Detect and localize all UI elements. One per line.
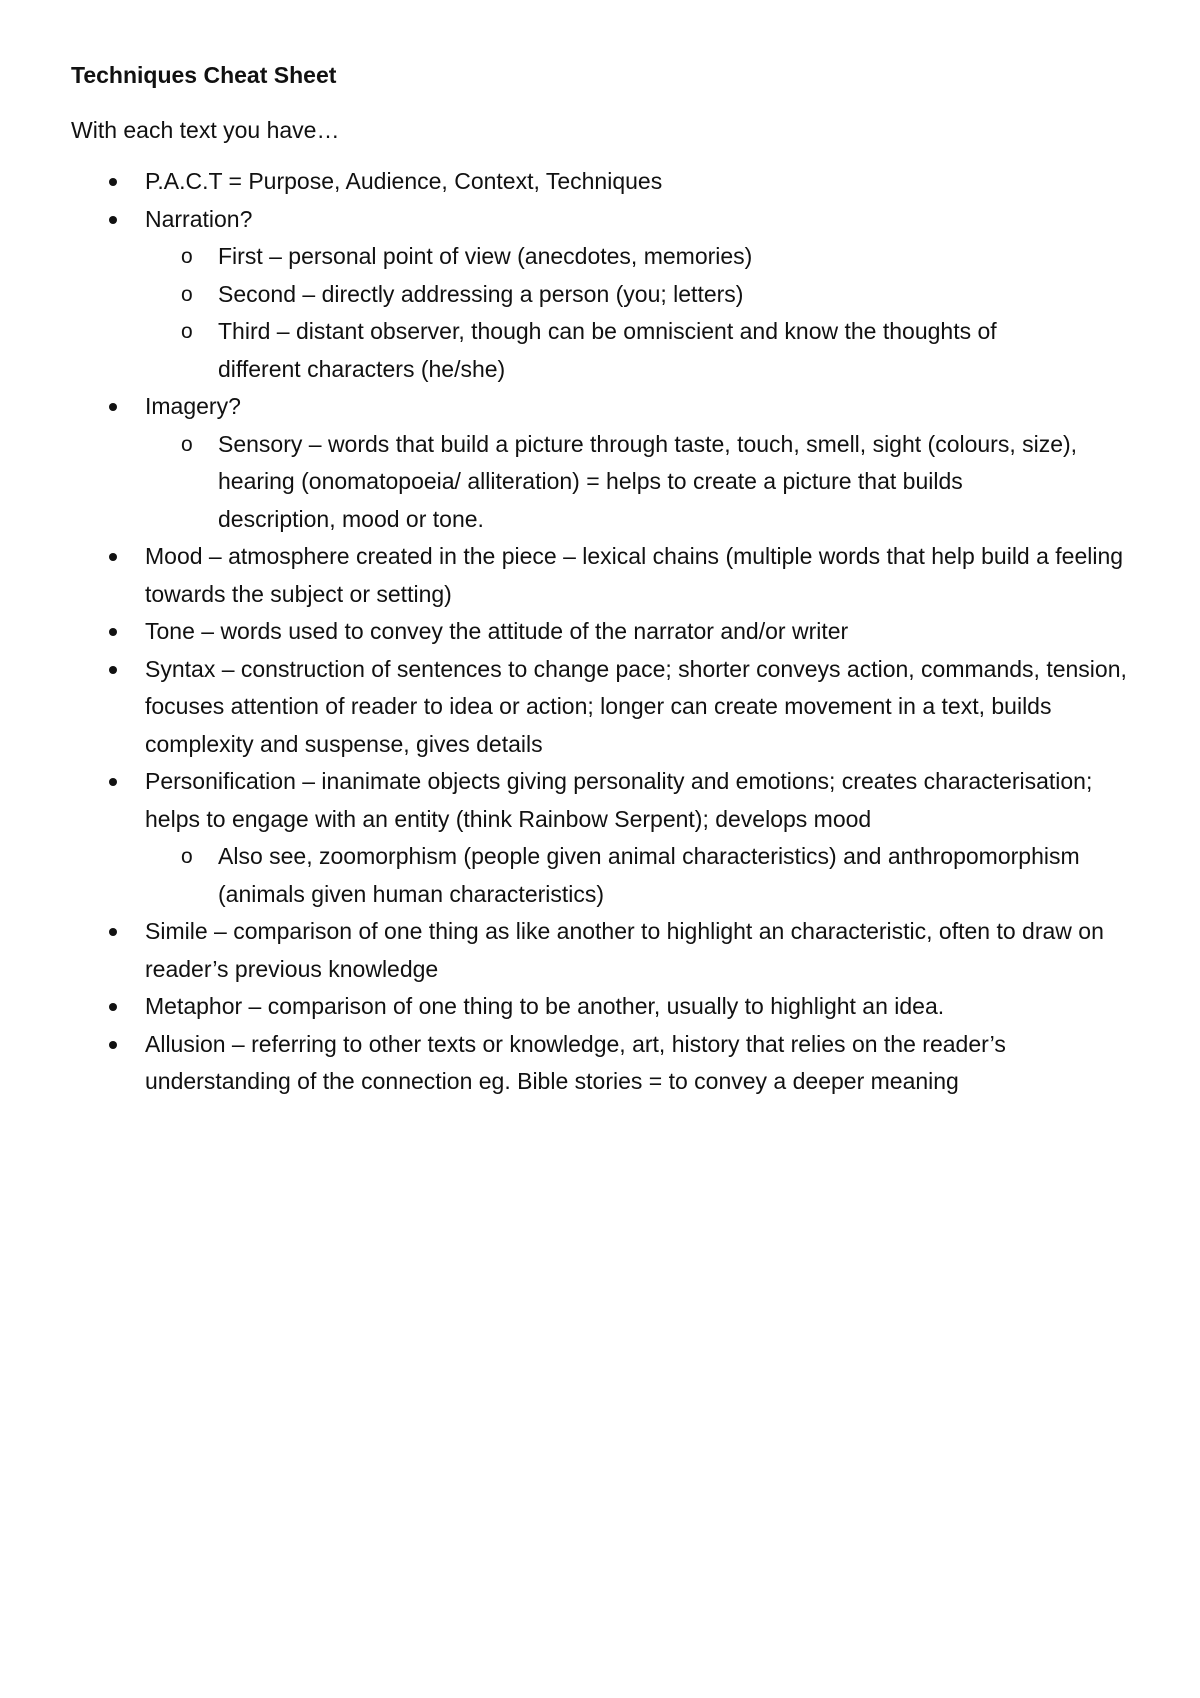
bullet-icon — [109, 553, 117, 561]
sub-list-item — [0, 276, 1140, 314]
intro-text: With each text you have… — [71, 117, 340, 143]
list-item-text: Narration? — [145, 205, 253, 232]
list-item-text: Imagery? — [145, 393, 241, 419]
bullet-icon — [109, 928, 117, 936]
circle-bullet-icon: o — [181, 320, 193, 343]
list-item — [0, 988, 1200, 1026]
sub-list-item-text: Also see, zoomorphism (people given animal characteristics) and anthropomorphism (animals given human characteristics) — [218, 843, 1080, 907]
bullet-icon — [109, 666, 117, 674]
list-item — [0, 651, 1200, 764]
list-item-text: Tone – words used to convey the attitude of the narrator and/or writer — [145, 618, 849, 644]
sub-list-item — [0, 426, 1140, 539]
sub-list — [145, 838, 1140, 913]
list-item-text: Allusion – referring to other texts or knowledge, art, history that relies on the reader’s understanding of the connection eg. Bible stories = to convey a deeper meaning — [145, 1030, 1006, 1094]
list-item-text: Mood – atmosphere created in the piece – lexical chains (multiple words that help build a feeling towards the subject or setting) — [145, 543, 1124, 607]
sub-list-item-text: Third – distant observer, though can be omniscient and know the thoughts of different characters (he/she) — [218, 318, 997, 382]
list-item — [0, 1026, 1200, 1101]
sub-list — [145, 426, 1140, 539]
circle-bullet-icon: o — [181, 432, 193, 456]
sub-list — [145, 238, 1140, 388]
list-item-text: P.A.C.T = Purpose, Audience, Context, Techniques — [145, 168, 663, 194]
list-item — [0, 163, 1200, 201]
bullet-icon — [109, 778, 117, 786]
circle-bullet-icon: o — [181, 245, 193, 268]
circle-bullet-icon: o — [181, 282, 193, 306]
list-item-text: Metaphor – comparison of one thing to be another, usually to highlight an idea. — [145, 993, 945, 1019]
bullet-icon — [109, 1003, 117, 1011]
techniques-list — [0, 163, 1200, 1101]
document-title: Techniques Cheat Sheet — [71, 62, 337, 88]
list-item — [0, 201, 1200, 389]
list-item — [0, 538, 1200, 613]
list-item — [0, 388, 1200, 538]
list-item-text: Syntax – construction of sentences to change pace; shorter conveys action, commands, tension, focuses attention of reader to idea or action; longer can create movement in a text, builds complexity and suspense, gives details — [145, 655, 1127, 757]
list-item — [0, 763, 1200, 913]
list-item-text: Personification – inanimate objects giving personality and emotions; creates characterisation; helps to engage with an entity (think Rainbow Serpent); develops mood — [145, 768, 1093, 832]
circle-bullet-icon: o — [181, 845, 193, 868]
sub-list-item-text: Second – directly addressing a person (you; letters) — [218, 280, 744, 307]
sub-list-item — [0, 838, 1140, 913]
sub-list-item — [0, 313, 1140, 388]
bullet-icon — [109, 216, 117, 224]
sub-list-item-text: First – personal point of view (anecdotes, memories) — [218, 243, 753, 269]
sub-list-item — [0, 238, 1140, 276]
bullet-icon — [109, 628, 117, 636]
bullet-icon — [109, 403, 117, 411]
list-item — [0, 913, 1200, 988]
list-item — [0, 613, 1200, 651]
sub-list-item-text: Sensory – words that build a picture through taste, touch, smell, sight (colours, size), hearing (onomatopoeia/ alliteration) = helps to create a picture that builds description, mood or tone. — [218, 430, 1078, 532]
list-item-text: Simile – comparison of one thing as like another to highlight an characteristic, often to draw on reader’s previous knowledge — [145, 918, 1104, 982]
bullet-icon — [109, 178, 117, 186]
bullet-icon — [109, 1041, 117, 1049]
